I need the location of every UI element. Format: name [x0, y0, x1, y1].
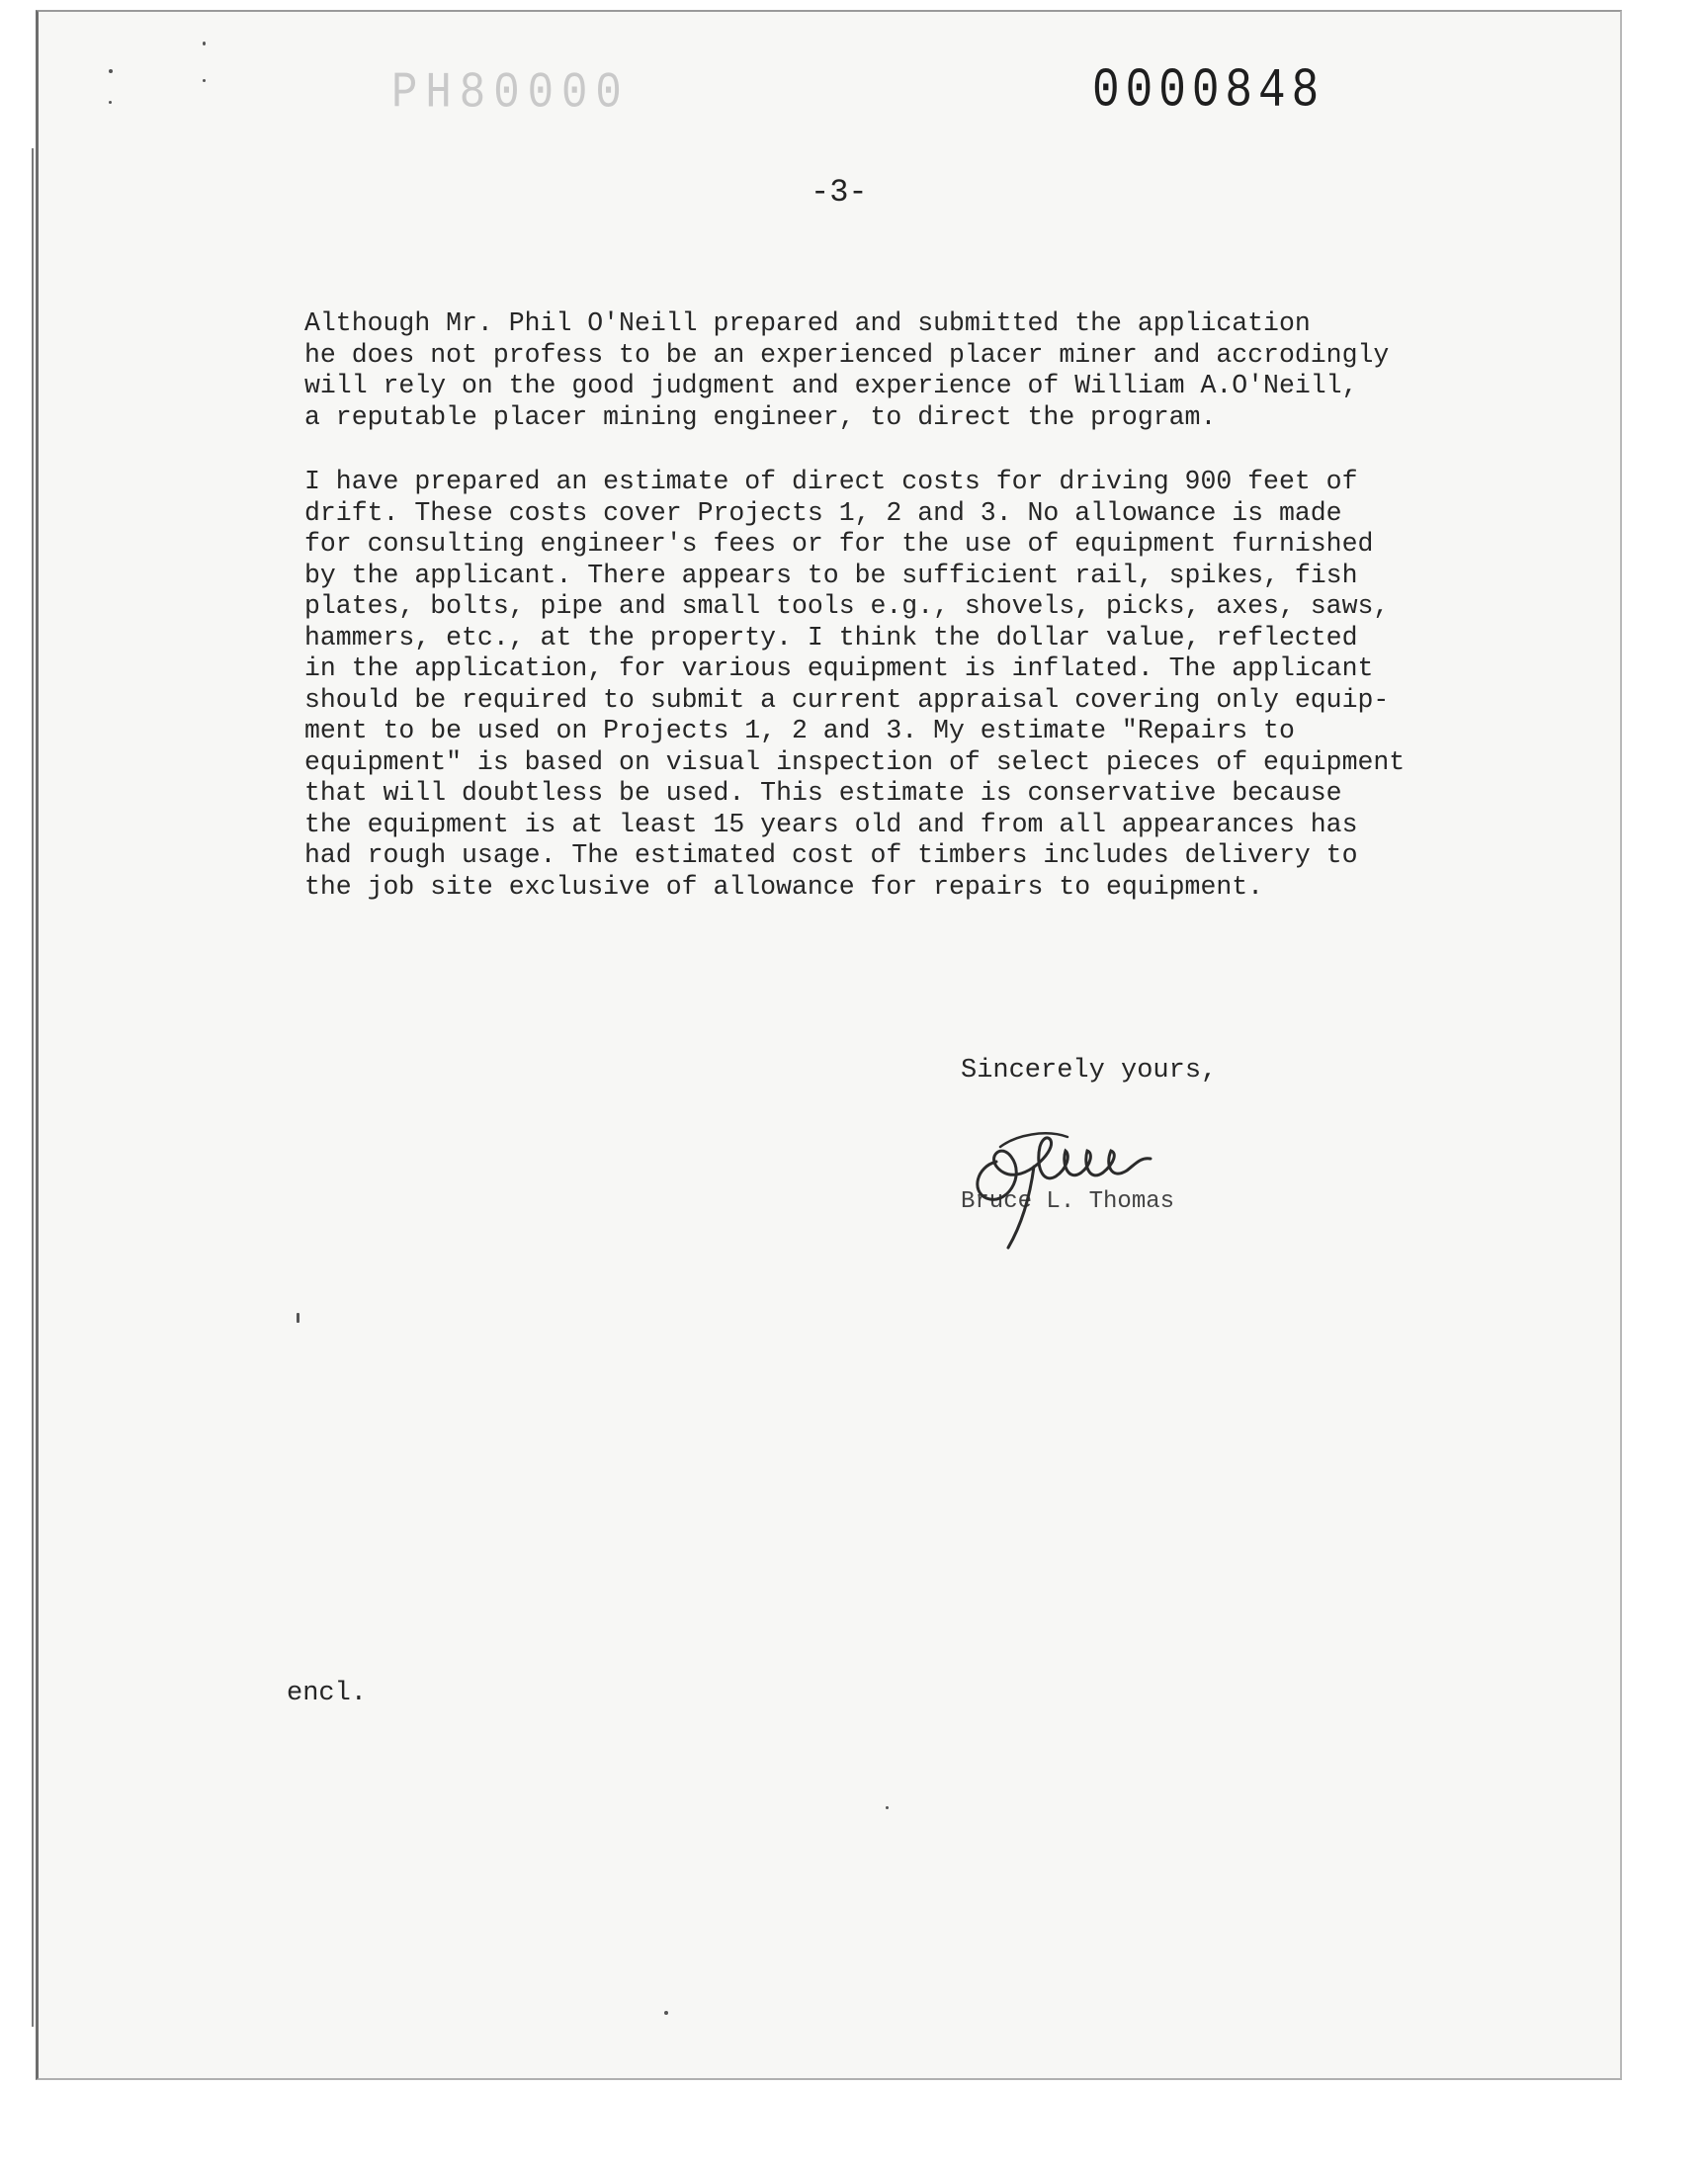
- paragraph-1: [304, 308, 1510, 433]
- scan-speck: [297, 1313, 299, 1323]
- scan-speck: [664, 2011, 668, 2015]
- line: for consulting engineer's fees or for the use of equipment furnished: [304, 529, 1374, 559]
- scan-speck: [203, 42, 206, 45]
- line: the job site exclusive of allowance for repairs to equipment.: [304, 871, 1264, 902]
- line: Although Mr. Phil O'Neill prepared and submitted the application: [304, 308, 1311, 338]
- page-number: -3-: [811, 174, 868, 211]
- scan-speck: [203, 79, 206, 82]
- line: I have prepared an estimate of direct costs for driving 900 feet of: [304, 467, 1358, 496]
- line: had rough usage. The estimated cost of timbers includes delivery to: [304, 840, 1358, 870]
- line: he does not profess to be an experienced placer miner and accrodingly: [304, 339, 1390, 370]
- page-edge-rule: [32, 148, 34, 2027]
- scan-speck: [886, 1806, 889, 1809]
- typed-signatory-name: Bruce L. Thomas: [961, 1188, 1175, 1215]
- line: equipment" is based on visual inspection of select pieces of equipment: [304, 746, 1406, 777]
- line: plates, bolts, pipe and small tools e.g., shovels, picks, axes, saws,: [304, 591, 1390, 621]
- document-number: 0000848: [1092, 59, 1325, 123]
- scan-speck: [109, 101, 112, 104]
- faded-stamp-number: PH80000: [391, 65, 630, 123]
- handwritten-signature: [957, 1107, 1273, 1256]
- line: will rely on the good judgment and experience of William A.O'Neill,: [304, 371, 1358, 400]
- signature-scribble-icon: [957, 1107, 1273, 1256]
- closing-salutation: Sincerely yours,: [961, 1056, 1218, 1086]
- line: by the applicant. There appears to be sufficient rail, spikes, fish: [304, 560, 1358, 590]
- scan-speck: [109, 69, 113, 73]
- line: drift. These costs cover Projects 1, 2 and 3. No allowance is made: [304, 497, 1342, 528]
- line: ment to be used on Projects 1, 2 and 3. My estimate "Repairs to: [304, 716, 1295, 745]
- line: should be required to submit a current appraisal covering only equip-: [304, 684, 1390, 715]
- enclosure-note: encl.: [287, 1679, 368, 1708]
- line: in the application, for various equipment is inflated. The applicant: [304, 653, 1374, 683]
- line: that will doubtless be used. This estimate is conservative because: [304, 778, 1342, 808]
- paragraph-2: [304, 467, 1510, 903]
- line: the equipment is at least 15 years old and from all appearances has: [304, 809, 1358, 839]
- line: a reputable placer mining engineer, to direct the program.: [304, 401, 1217, 432]
- line: hammers, etc., at the property. I think the dollar value, reflected: [304, 622, 1358, 652]
- letter-body: [304, 308, 1510, 936]
